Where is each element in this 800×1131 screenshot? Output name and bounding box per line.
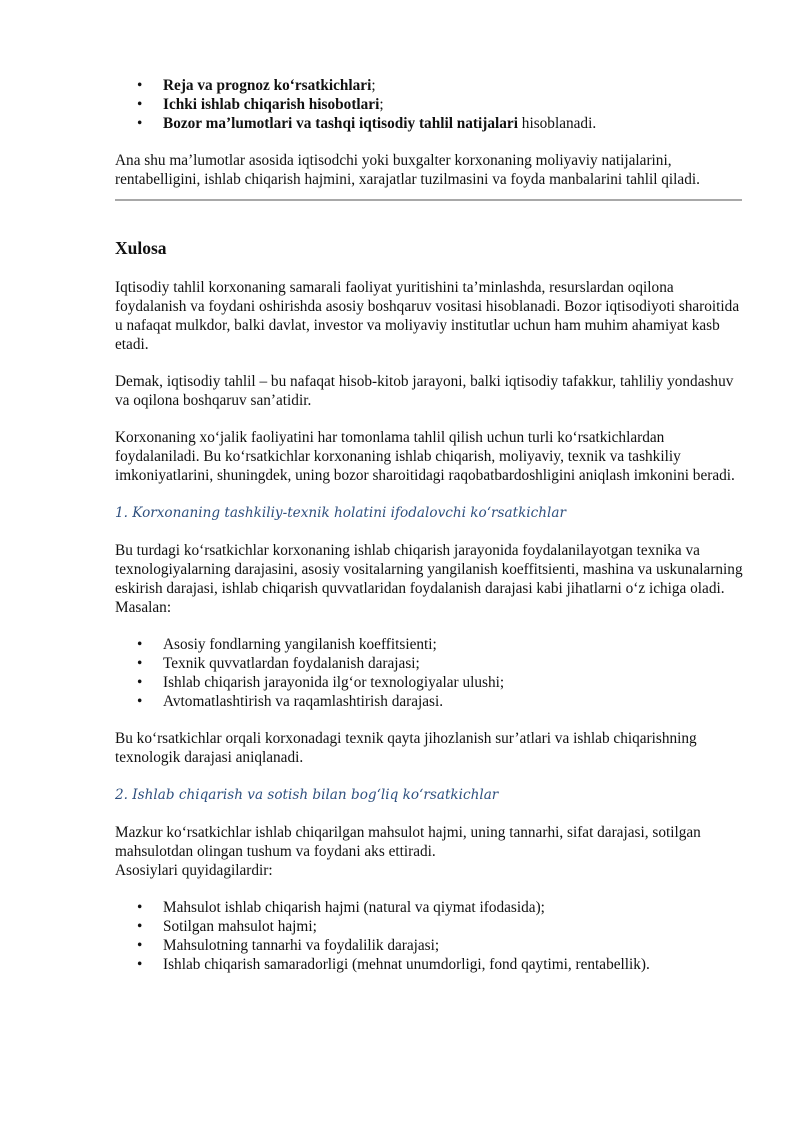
conclusion-title: Xulosa (115, 238, 167, 258)
conclusion-paragraph: Iqtisodiy tahlil korxonaning samarali faoliyat yuritishini ta’minlashda, resurslardan oqilona foydalanish va foydani oshirishda asosiy boshqaruv vositasi hisoblanadi. Bozor iqtisodiyoti sharoitida u nafaqat mulkdor, balki davlat, investor va moliyaviy institutlar uchun ham muhim ahamiyat kasb etadi. (115, 279, 740, 353)
conclusion-paragraph: Demak, iqtisodiy tahlil – bu nafaqat hisob-kitob jarayoni, balki iqtisodiy tafakkur, tahliliy yondashuv va oqilona boshqaruv san’atidir. (115, 373, 734, 409)
section2-paragraph: Mazkur ko‘rsatkichlar ishlab chiqarilgan mahsulot hajmi, uning tannarhi, sifat darajasi, sotilgan mahsulotdan olingan tushum va foydani aks ettiradi. (115, 824, 701, 860)
list-item (115, 114, 743, 133)
document-page (115, 76, 743, 992)
list-item-bold: Reja va prognoz ko‘rsatkichlari (163, 77, 372, 94)
list-item-rest: hisoblanadi. (517, 115, 597, 132)
list-item-bold: Ichki ishlab chiqarish hisobotlari (163, 96, 380, 113)
section2-heading: 2. Ishlab chiqarish va sotish bilan bog‘liq ko‘rsatkichlar (115, 787, 499, 803)
list-item: • Sotilgan mahsulot hajmi; (115, 917, 743, 936)
section2-lead: Asosiylari quyidagilardir: (115, 862, 273, 879)
section1-paragraph: Bu turdagi ko‘rsatkichlar korxonaning ishlab chiqarish jarayonida foydalanilayotgan texnika va texnologiyalarning darajasini, asosiy vositalarning yangilanish koeffitsienti, mashina va uskunalarning eskirish darajasi, ishlab chiqarish quvvatlaridan foydalanish darajasi kabi jihatlarni o‘z ichiga oladi. (115, 542, 743, 597)
section2-list (115, 898, 743, 974)
list-item: • Texnik quvvatlardan foydalanish darajasi; (115, 654, 743, 673)
list-item: • Mahsulot ishlab chiqarish hajmi (natural va qiymat ifodasida); (115, 898, 743, 917)
intro-paragraph: Ana shu ma’lumotlar asosida iqtisodchi yoki buxgalter korxonaning moliyaviy natijalarini, rentabelligini, ishlab chiqarish hajmini, xarajatlar tuzilmasini va foyda manbalarini tahlil qiladi. (115, 152, 700, 188)
list-item: • Ishlab chiqarish jarayonida ilg‘or texnologiyalar ulushi; (115, 673, 743, 692)
source-list (115, 76, 743, 133)
list-item: • Asosiy fondlarning yangilanish koeffitsienti; (115, 635, 743, 654)
conclusion-paragraph: Korxonaning xo‘jalik faoliyatini har tomonlama tahlil qilish uchun turli ko‘rsatkichlardan foydalaniladi. Bu ko‘rsatkichlar korxonaning ishlab chiqarish, moliyaviy, texnik va tashkiliy imkoniyatlarini, shuningdek, uning bozor sharoitidagi raqobatbardoshligini aniqlash imkonini beradi. (115, 429, 735, 484)
list-item (115, 76, 743, 95)
list-item: • Avtomatlashtirish va raqamlashtirish darajasi. (115, 692, 743, 711)
section1-heading: 1. Korxonaning tashkiliy-texnik holatini ifodalovchi ko‘rsatkichlar (115, 505, 566, 521)
list-item-rest: ; (371, 77, 376, 94)
list-item-bold: Bozor ma’lumotlari va tashqi iqtisodiy tahlil natijalari (163, 115, 518, 132)
list-item: • Mahsulotning tannarhi va foydalilik darajasi; (115, 936, 743, 955)
list-item: • Ishlab chiqarish samaradorligi (mehnat unumdorligi, fond qaytimi, rentabellik). (115, 955, 743, 974)
section1-closing: Bu ko‘rsatkichlar orqali korxonadagi texnik qayta jihozlanish sur’atlari va ishlab chiqarishning texnologik darajasi aniqlanadi. (115, 730, 697, 766)
section1-lead: Masalan: (115, 599, 172, 616)
list-item-rest: ; (379, 96, 384, 113)
list-item (115, 95, 743, 114)
section1-list (115, 635, 743, 711)
horizontal-divider (115, 199, 742, 201)
